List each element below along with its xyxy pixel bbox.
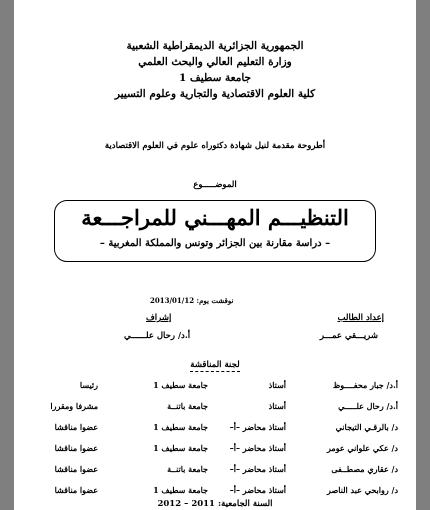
supervisor-label: إشراف: [146, 313, 172, 323]
member-name: د/ روابحي عبد الناصر: [327, 485, 398, 495]
academic-year: السنة الجامعية: 2011 – 2012: [157, 499, 273, 509]
member-role: عضوا مناقشا: [54, 464, 98, 474]
member-role: عضوا مناقشا: [54, 485, 98, 495]
header-ministry: وزارة التعليم العالي والبحث العلمي: [138, 56, 292, 68]
header-republic: الجمهورية الجزائرية الديمقراطية الشعبية: [126, 40, 304, 52]
committee-row: [32, 464, 398, 477]
member-name: أ.د/ جبار محفــــوظ: [332, 380, 398, 390]
committee-row: [32, 401, 398, 414]
member-rank: أستاذ: [268, 401, 286, 411]
committee-row: [32, 443, 398, 456]
committee-title-text: لجنة المناقشة: [190, 360, 240, 370]
member-rank: أستاذ محاضر –أ–: [229, 464, 286, 474]
member-name: أ.د/ رحال علـــــي: [338, 401, 398, 411]
header-university: جامعة سطيف 1: [178, 72, 252, 84]
member-institution: جامعة سطيف 1: [153, 422, 208, 432]
member-institution: جامعة سطيف 1: [153, 443, 208, 453]
member-name: د/ عكي علواني عومر: [327, 443, 398, 453]
title-box: [54, 200, 376, 262]
student-label: إعداد الطالب: [337, 313, 384, 323]
member-role: عضوا مناقشا: [54, 443, 98, 453]
header-faculty: كلية العلوم الاقتصادية والتجارية وعلوم التسيير: [114, 88, 316, 100]
thesis-title: التنظيـــم المهـــني للمراجـــعة: [81, 205, 349, 230]
member-institution: جامعة سطيف 1: [153, 380, 208, 390]
committee-row: [32, 485, 398, 498]
member-rank: أستاذ: [268, 380, 286, 390]
member-role: عضوا مناقشا: [54, 422, 98, 432]
member-rank: أستاذ محاضر –أ–: [229, 422, 286, 432]
thesis-line: أطروحة مقدمة لنيل شهادة دكتوراه علوم في العلوم الاقتصادية: [104, 141, 326, 151]
thesis-subtitle: – دراسة مقارنة بين الجزائر وتونس والمملكة المغربية –: [99, 238, 331, 249]
supervisor-name: أ.د/ رحال علــــــي: [124, 331, 191, 341]
member-rank: أستاذ محاضر –أ–: [229, 485, 286, 495]
member-role: مشرفا ومقررا: [50, 401, 98, 411]
committee-row: [32, 422, 398, 435]
member-institution: جامعة باتنــة: [167, 464, 208, 474]
defense-date: نوقشت يوم: 2013/01/12: [150, 296, 234, 305]
subject-label: الموضـــــوع: [193, 180, 237, 190]
student-name: شريـــقي عمـــر: [319, 331, 378, 341]
committee-row: [32, 380, 398, 393]
committee-title: [14, 360, 416, 370]
member-name: د/ عقاري مصطــفى: [331, 464, 398, 474]
member-rank: أستاذ محاضر –أ–: [229, 443, 286, 453]
member-name: د/ بالرقـي التيجاني: [335, 422, 398, 432]
member-institution: جامعة سطيف 1: [153, 485, 208, 495]
member-role: رئيسا: [79, 380, 98, 390]
document-page: [14, 0, 416, 510]
member-institution: جامعة باتنــة: [167, 401, 208, 411]
